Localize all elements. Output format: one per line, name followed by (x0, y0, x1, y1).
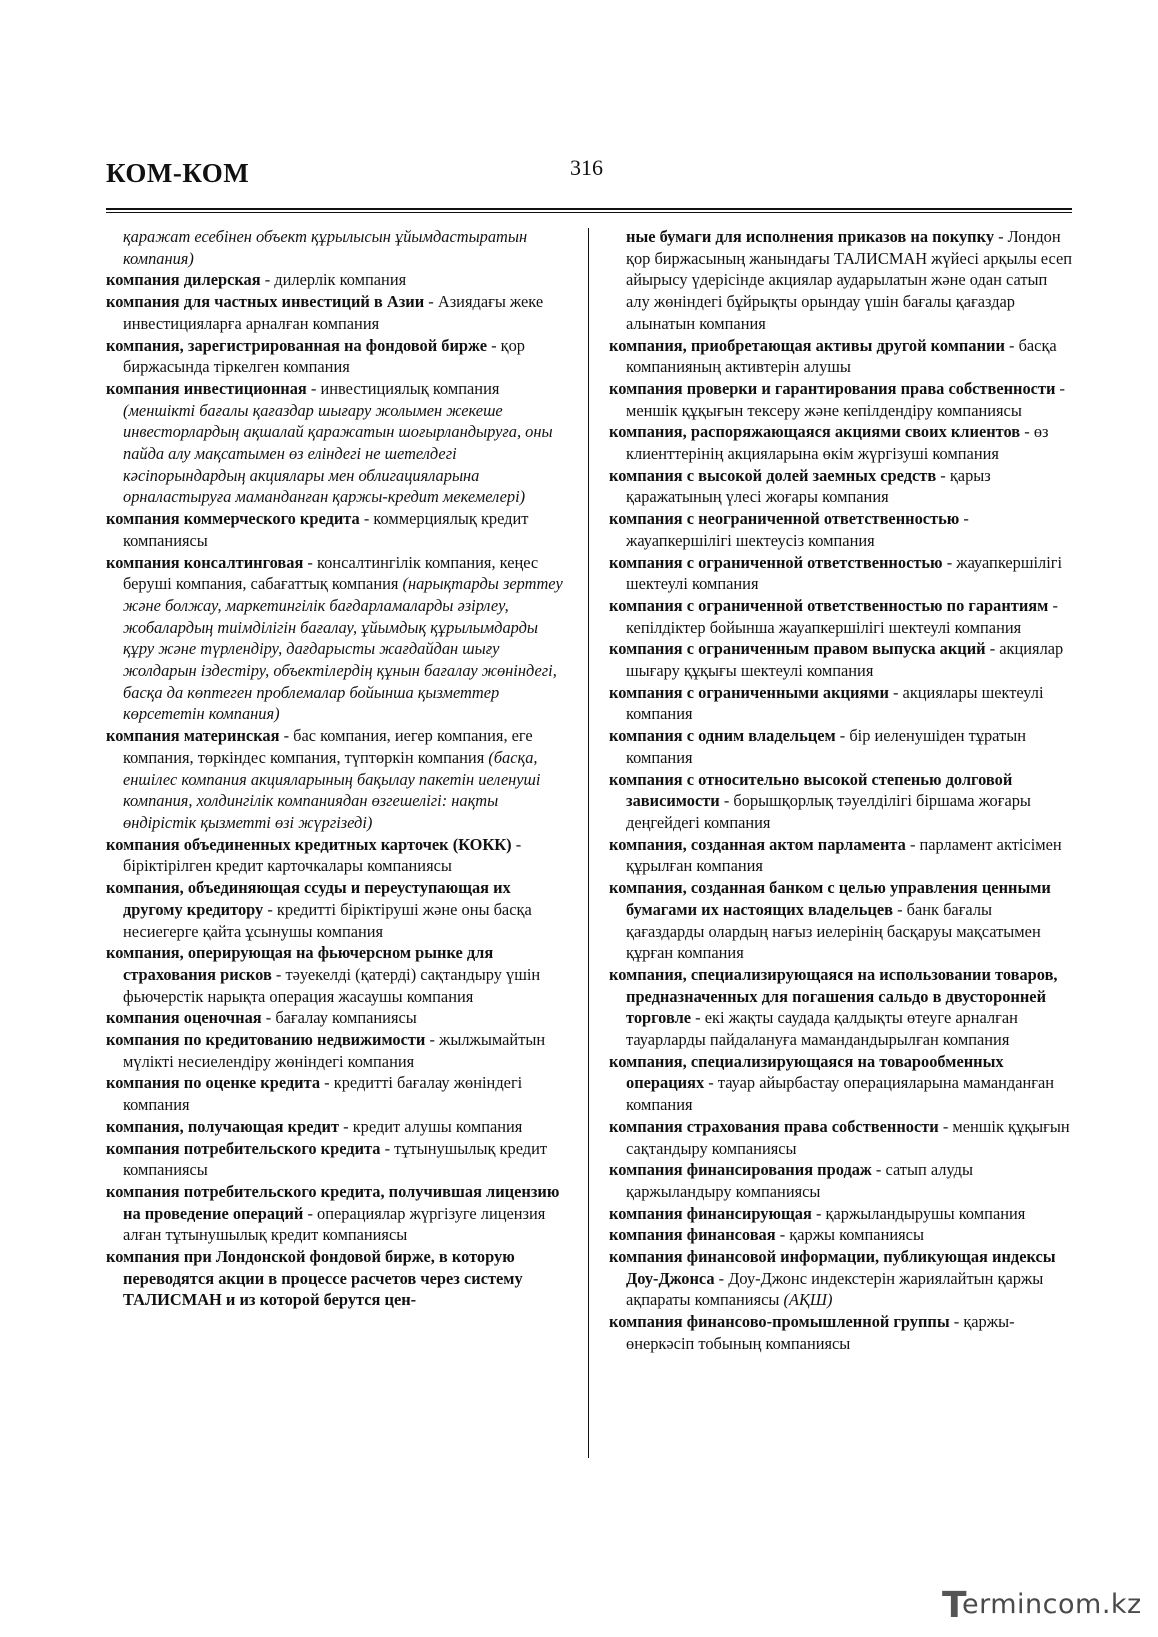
entry-definition: қарыз қаражатының үлесі жоғары компания (626, 465, 991, 507)
entry-separator: - (1048, 595, 1058, 615)
entry-separator: - (380, 1138, 395, 1158)
entry-separator: - (936, 465, 950, 485)
entry-definition: жылжымайтын мүлікті несиелендіру жөніндегі компания (123, 1030, 546, 1071)
entry-definition: бағалау компаниясы (275, 1008, 417, 1028)
dictionary-entry (106, 1029, 572, 1072)
entry-term: компания, оперирующая на фьючерсном рынке для страхования рисков (106, 943, 494, 984)
entry-definition: Лондон қор биржасының жанындағы ТАЛИСМАН жүйесі арқылы есеп айырысу үдерісінде акциялар аударылатын және одан сатып алу жөніндегі бұйрықты орындау үшін бағалы қағаздар алынатын компания (626, 227, 1073, 333)
entry-separator: - (942, 552, 957, 572)
entry-definition: жауапкершілігі шектеулі компания (626, 552, 1063, 594)
entry-term: компания с неограниченной ответственностью (609, 509, 960, 529)
dictionary-entry (106, 1246, 572, 1311)
entry-definition: бас компания, иегер компания, еге компания, төркіндес компания, түптөркін компания (123, 726, 533, 767)
entry-separator: - (263, 899, 277, 919)
dictionary-entry (106, 291, 572, 334)
entry-separator: - (985, 639, 1000, 659)
entry-term: компания при Лондонской фондовой бирже, в которую переводятся акции в процессе расчетов через систему ТАЛИСМАН и из которой берутся цен- (106, 1247, 523, 1310)
entry-separator: - (888, 682, 903, 702)
header-rule-thin (106, 212, 1072, 213)
entry-separator: - (938, 1116, 953, 1136)
dictionary-entry (106, 378, 572, 508)
column-divider (588, 228, 589, 1458)
entry-term: компания с одним владельцем (609, 726, 836, 746)
entry-definition: парламент актісімен құрылған компания (626, 834, 1062, 876)
dictionary-entry (609, 834, 1073, 877)
entry-separator: - (511, 834, 522, 854)
entry-term: компания с относительно высокой степенью долговой зависимости (609, 769, 1013, 811)
entry-definition: коммерциялық кредит компаниясы (123, 509, 529, 550)
entry-separator: - (775, 1225, 790, 1245)
entry-definition: екі жақты саудада қалдықты өтеуге арналған тауарларды пайдалануға мамандандырылған компания (626, 1008, 1018, 1050)
dictionary-entry (609, 1246, 1073, 1311)
entry-separator: - (719, 791, 734, 811)
entry-term: компания коммерческого кредита (106, 509, 360, 529)
dictionary-entry (106, 1181, 572, 1246)
entry-definition: кепілдіктер бойынша жауапкершілігі шектеулі компания (626, 617, 1022, 637)
logo-text: ermincom.kz (962, 1589, 1142, 1620)
entry-definition: қор биржасында тіркелген компания (123, 335, 525, 377)
entry-term: компания страхования права собственности (609, 1116, 939, 1136)
entry-note: қаражат есебінен объект құрылысын ұйымдастыратын компания) (123, 227, 528, 268)
entry-definition: Азиядағы жеке инвестицияларға арналған компания (123, 292, 544, 333)
entry-separator: - (271, 964, 286, 984)
dictionary-entry (106, 1007, 572, 1029)
entry-term: компания финансово-промышленной группы (609, 1312, 950, 1332)
entry-definition: тәуекелді (қатерді) сақтандыру үшін фьючерстік нарықта операция жасаушы компания (123, 964, 541, 1006)
entry-separator: - (486, 335, 501, 355)
entry-term: компания оценочная (106, 1008, 262, 1028)
entry-term: компания проверки и гарантирования права собственности (609, 378, 1056, 398)
dictionary-entry (609, 1159, 1073, 1202)
entry-separator: - (359, 509, 374, 529)
dictionary-entry (609, 1051, 1073, 1116)
entry-separator: - (260, 270, 275, 290)
running-head: КОМ-КОМ (106, 158, 250, 188)
termincom-logo (942, 1585, 1152, 1629)
entry-separator: - (320, 1073, 334, 1093)
dictionary-entry (609, 725, 1073, 768)
entry-separator: - (994, 227, 1008, 246)
entry-separator: - (424, 292, 438, 312)
entry-definition: басқа компанияның активтерін алушы (626, 335, 1057, 377)
dictionary-entry (609, 769, 1073, 834)
entry-term: компания дилерская (106, 270, 261, 290)
entry-separator: - (691, 1008, 705, 1028)
entry-term: компания, распоряжающаяся акциями своих клиентов (609, 422, 1021, 442)
dictionary-entry (106, 226, 572, 269)
entry-term: компания финансовая (609, 1225, 776, 1245)
entry-separator: - (339, 1116, 353, 1136)
entry-definition: жауапкершілігі шектеусіз компания (626, 530, 875, 550)
entry-definition: қаржы-өнеркәсіп тобының компаниясы (626, 1312, 1015, 1353)
entry-separator: - (425, 1030, 440, 1050)
entry-separator: - (892, 899, 907, 919)
entry-separator: - (959, 509, 969, 529)
entry-note: (нарықтарды зерттеу және болжау, маркетингілік бағдарламаларды әзірлеу, жобалардың тиімділігін бағалау, ұйымдық құрылымдарды құру және түрлендіру, дағдарысты жағдайдан шығу жолдарын іздестіру, объектілердің құнын бағалау жөніндегі, басқа да көптеген проблемалар бойынша қызметтер көрсететін компания) (123, 574, 563, 724)
left-column (106, 226, 572, 1311)
dictionary-entry (106, 942, 572, 1007)
entry-term: компания, созданная актом парламента (609, 834, 906, 854)
dictionary-entry (106, 552, 572, 726)
entry-separator: - (949, 1312, 964, 1332)
entry-term: компания, получающая кредит (106, 1116, 340, 1136)
dictionary-entry (609, 421, 1073, 464)
dictionary-entry (609, 1203, 1073, 1225)
entry-term: компания с ограниченным правом выпуска акций (609, 639, 986, 659)
entry-term: компания по кредитованию недвижимости (106, 1030, 426, 1050)
dictionary-entry (609, 595, 1073, 638)
dictionary-entry (609, 226, 1073, 335)
dictionary-entry (106, 1116, 572, 1138)
entry-definition: акциялары шектеулі компания (626, 682, 1044, 724)
page-number: 316 (570, 155, 603, 180)
entry-term: ные бумаги для исполнения приказов на покупку (626, 227, 995, 246)
dictionary-entry (609, 1116, 1073, 1159)
entry-term: компания с ограниченными акциями (609, 682, 889, 702)
dictionary-entry (106, 508, 572, 551)
entry-separator: - (1004, 335, 1019, 355)
entry-separator: - (1020, 422, 1034, 442)
entry-separator: - (811, 1203, 826, 1223)
entry-definition: операциялар жүргізуге лицензия алған тұтынушылық кредит компаниясы (123, 1203, 546, 1245)
entry-term: компания, зарегистрированная на фондовой бирже (106, 335, 487, 355)
logo-initial: T (942, 1585, 967, 1626)
entry-definition: Доу-Джонс индекстерін жариялайтын қаржы ақпараты компаниясы (626, 1268, 1044, 1310)
entry-term: компания с ограниченной ответственностью по гарантиям (609, 595, 1049, 615)
dictionary-entry (609, 378, 1073, 421)
entry-definition: инвестициялық компания (320, 378, 500, 398)
entry-term: компания, специализирующаяся на использовании товаров, предназначенных для погашения сальдо в двусторонней торговле (609, 964, 1058, 1028)
entry-term: компания, специализирующаяся на товарообменных операциях (609, 1051, 1004, 1093)
dictionary-entry (106, 1072, 572, 1115)
entry-term: компания по оценке кредита (106, 1073, 321, 1093)
entry-term: компания потребительского кредита (106, 1138, 381, 1158)
entry-separator: - (303, 552, 317, 572)
entry-term: компания, созданная банком с целью управления ценными бумагами их настоящих владельцев (609, 878, 1051, 919)
dictionary-entry (609, 465, 1073, 508)
entry-term: компания для частных инвестиций в Азии (106, 292, 425, 312)
entry-note: (АҚШ) (783, 1290, 833, 1310)
entry-separator: - (1055, 378, 1066, 398)
entry-term: компания консалтинговая (106, 552, 304, 572)
entry-definition: кредитті біріктіруші және оны басқа несиегерге қайта ұсынушы компания (123, 899, 532, 941)
entry-separator: - (704, 1073, 718, 1093)
entry-separator: - (261, 1008, 276, 1028)
entry-definition: бір иеленушіден тұратын компания (626, 726, 1026, 767)
entry-definition: тұтынушылық кредит компаниясы (123, 1138, 548, 1180)
entry-definition: банк бағалы қағаздарды олардың нағыз иелерінің басқаруы мақсатымен құрған компания (626, 899, 1041, 963)
entry-definition: кредит алушы компания (352, 1116, 523, 1136)
dictionary-entry (609, 638, 1073, 681)
entry-note: (басқа, еншілес компания акцияларының бақылау пакетін иеленуші компания, холдингілік компаниядан өзгешелігі: нақты өндірістік қызметті өзі жүргізеді) (123, 747, 541, 832)
entry-separator: - (905, 834, 920, 854)
dictionary-entry (106, 877, 572, 942)
dictionary-entry (609, 682, 1073, 725)
entry-term: компания финансирующая (609, 1203, 812, 1223)
entry-definition: біріктірілген кредит карточкалары компаниясы (123, 856, 452, 876)
dictionary-entry (106, 335, 572, 378)
entry-term: компания потребительского кредита, получившая лицензию на проведение операций (106, 1181, 560, 1223)
entry-definition: акциялар шығару құқығы шектеулі компания (626, 639, 1064, 681)
entry-term: компания инвестиционная (106, 378, 307, 398)
dictionary-entry (609, 335, 1073, 378)
entry-term: компания материнская (106, 726, 280, 746)
entry-definition: борышқорлық тәуелділігі біршама жоғары деңгейдегі компания (626, 791, 1031, 832)
entry-term: компания финансирования продаж (609, 1160, 872, 1180)
header-rule (106, 208, 1072, 210)
entry-definition: өз клиенттерінің акцияларына өкім жүргізуші компания (626, 422, 1049, 464)
entry-term: компания, объединяющая ссуды и переуступающая их другому кредитору (106, 878, 511, 919)
dictionary-entry (106, 834, 572, 877)
entry-term: компания финансовой информации, публикующая индексы Доу-Джонса (609, 1247, 1056, 1288)
page-header (106, 155, 1072, 204)
dictionary-entry (609, 508, 1073, 551)
entry-separator: - (279, 726, 294, 746)
dictionary-entry (106, 269, 572, 291)
entry-term: компания, приобретающая активы другой компании (609, 335, 1005, 355)
entry-separator: - (303, 1203, 318, 1223)
entry-separator: - (714, 1268, 729, 1288)
dictionary-entry (609, 552, 1073, 595)
entry-definition: дилерлік компания (274, 270, 407, 290)
entry-term: компания с высокой долей заемных средств (609, 465, 937, 485)
entry-term: компания с ограниченной ответственностью (609, 552, 943, 572)
entry-term: компания объединенных кредитных карточек (КОКК) (106, 834, 512, 854)
entry-definition: тауар айырбастау операцияларына маманданған компания (626, 1073, 1055, 1115)
dictionary-entry (609, 1224, 1073, 1246)
entry-definition: консалтингілік компания, кеңес беруші компания, сабағаттық компания (123, 552, 539, 594)
entry-separator: - (306, 378, 321, 398)
dictionary-entry (106, 725, 572, 834)
entry-definition: меншік құқығын тексеру және кепілдендіру компаниясы (626, 400, 1022, 420)
dictionary-entry (106, 1138, 572, 1181)
dictionary-entry (609, 877, 1073, 964)
entry-note: (меншікті бағалы қағаздар шығару жолымен жекеше инвесторлардың ақшалай қаражатын шоғырландыруға, оны пайда алу мақсатымен өз еліндегі не шетелдегі кәсіпорындардың акциялары мен облигацияларына орналастыруға маманданған қаржы-кредит мекемелері) (123, 400, 553, 507)
entry-definition: қаржыландырушы компания (825, 1203, 1026, 1223)
entry-definition: қаржы компаниясы (789, 1225, 924, 1245)
entry-separator: - (835, 726, 850, 746)
entry-definition: меншік құқығын сақтандыру компаниясы (626, 1116, 1070, 1158)
entry-definition: кредитті бағалау жөніндегі компания (123, 1073, 523, 1115)
entry-separator: - (871, 1160, 886, 1180)
right-column (609, 226, 1073, 1355)
entry-definition: сатып алуды қаржыландыру компаниясы (626, 1160, 973, 1201)
dictionary-entry (609, 964, 1073, 1051)
dictionary-entry (609, 1311, 1073, 1354)
